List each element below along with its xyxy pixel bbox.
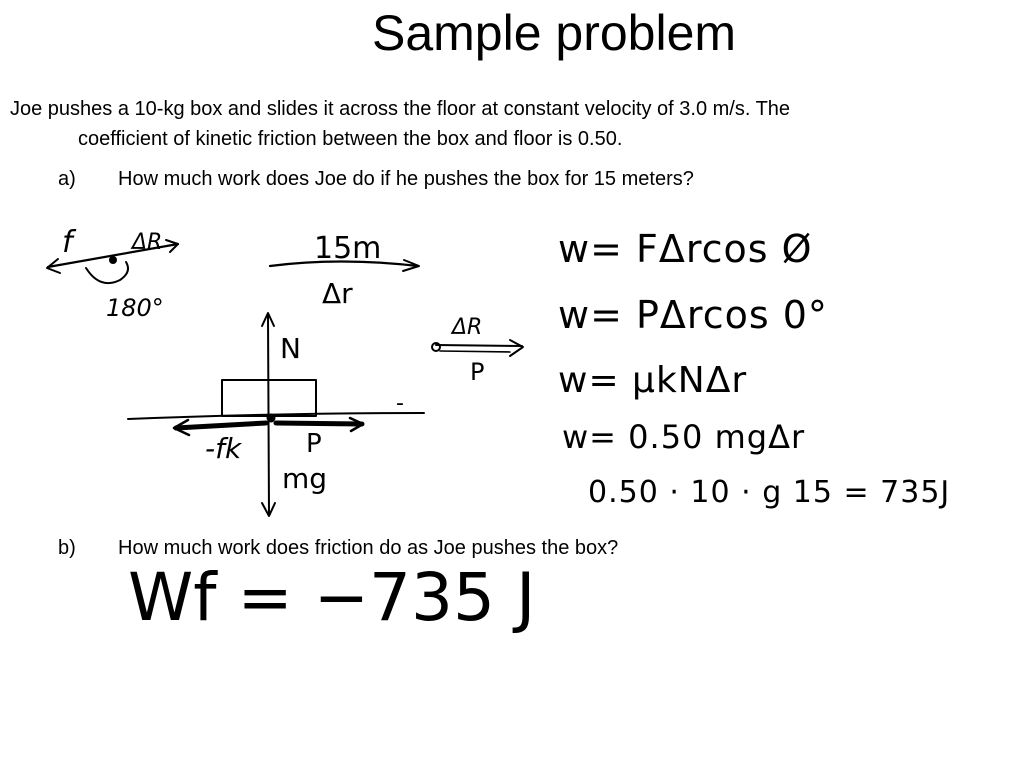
friction-force-label: -fk — [205, 432, 242, 465]
delta-r-label-3: ΔR — [452, 315, 483, 340]
question-a-text: How much work does Joe do if he pushes the box for 15 meters? — [118, 168, 694, 190]
force-f-label: f — [62, 225, 73, 260]
equation-3: w= μkNΔr — [558, 360, 748, 401]
answer-b — [128, 559, 535, 636]
work-equations — [558, 227, 950, 510]
push-p-label: P — [470, 358, 485, 386]
delta-r-label-1: ΔR — [132, 230, 163, 255]
displacement-diagram — [270, 231, 419, 310]
question-b-text: How much work does friction do as Joe pushes the box? — [118, 537, 619, 559]
weight-mg-label: mg — [282, 462, 328, 495]
push-force-label: P — [306, 429, 322, 459]
problem-line-2: coefficient of kinetic friction between the box and floor is 0.50. — [78, 128, 623, 150]
distance-15m-label: 15m — [314, 231, 382, 266]
push-vector-diagram — [432, 315, 523, 386]
angle-diagram — [47, 225, 178, 322]
free-body-diagram — [128, 313, 424, 516]
slide-title: Sample problem — [371, 5, 737, 61]
angle-180-label: 180° — [106, 294, 164, 322]
equation-2: w= PΔrcos 0° — [558, 293, 828, 337]
question-a-label: a) — [58, 168, 76, 190]
question-b-label: b) — [58, 537, 76, 559]
problem-line-1: Joe pushes a 10-kg box and slides it across the floor at constant velocity of 3.0 m/s. The — [10, 98, 791, 120]
delta-r-label-2: Δr — [322, 277, 353, 310]
equation-5: 0.50 · 10 · g 15 = 735J — [588, 475, 951, 510]
equation-1: w= FΔrcos Ø — [558, 227, 813, 271]
equation-4: w= 0.50 mgΔr — [562, 418, 806, 456]
friction-work-answer: Wf = −735 J — [128, 559, 536, 636]
normal-force-label: N — [280, 332, 301, 365]
dash-mark: - — [396, 391, 404, 416]
